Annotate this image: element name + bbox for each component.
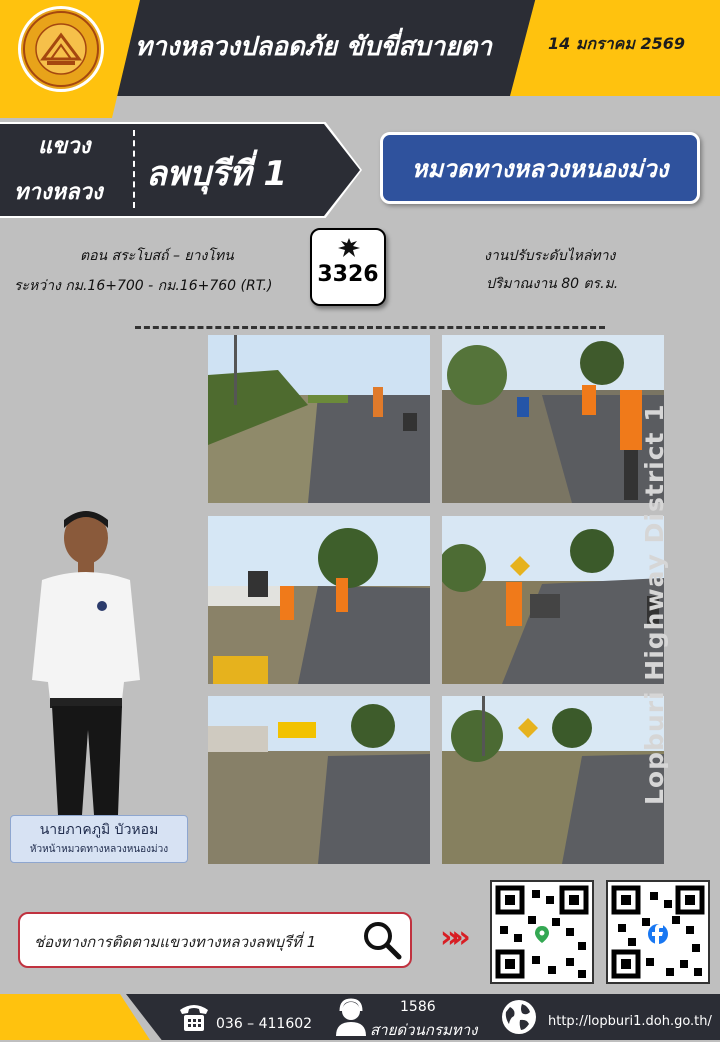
work-photo-3 — [208, 516, 430, 684]
watermark: Lopburi Highway District 1 — [640, 403, 669, 805]
officer-role: หัวหน้าหมวดทางหลวงหนองม่วง — [29, 844, 169, 855]
footer-hotline-number[interactable]: 1586 — [400, 999, 436, 1015]
section-name: ตอน สระโบสถ์ – ยางโทน — [80, 248, 234, 264]
department-logo — [18, 6, 104, 92]
officer-photo — [28, 510, 154, 815]
section-km-range: ระหว่าง กม.16+700 - กม.16+760 (RT.) — [14, 278, 273, 294]
date-label: 14 มกราคม 2569 — [548, 34, 685, 53]
globe-icon — [500, 998, 538, 1036]
work-quantity: ปริมาณงาน 80 ตร.ม. — [486, 276, 619, 292]
dashed-divider — [135, 326, 605, 329]
footer-phone[interactable]: 036 – 411602 — [216, 1016, 313, 1032]
route-number: 3326 — [317, 262, 379, 287]
work-photo-4 — [442, 516, 664, 684]
hotline-agent-icon — [334, 998, 368, 1036]
officer-name-box — [10, 815, 188, 863]
work-photo-6 — [442, 696, 664, 864]
district-label-1: แขวง — [38, 134, 91, 159]
work-photo-2 — [442, 335, 664, 503]
officer-name: นายภาคภูมิ บัวหอม — [39, 822, 159, 838]
footer-accent — [0, 994, 150, 1040]
work-photo-1 — [208, 335, 430, 503]
qr-code-map[interactable] — [490, 880, 594, 984]
footer-website-link[interactable]: http://lopburi1.doh.go.th/ — [548, 1014, 712, 1029]
follow-channels-label: ช่องทางการติดตามแขวงทางหลวงลพบุรีที่ 1 — [34, 933, 317, 951]
page-title: ทางหลวงปลอดภัย ขับขี่สบายตา — [135, 32, 492, 62]
work-type: งานปรับระดับไหล่ทาง — [484, 248, 616, 264]
phone-icon — [176, 1000, 212, 1034]
work-photo-5 — [208, 696, 430, 864]
garuda-icon — [336, 236, 362, 260]
footer-hotline-label: สายด่วนกรมทาง — [370, 1021, 478, 1039]
unit-badge: หมวดทางหลวงหนองม่วง — [380, 132, 700, 204]
route-number-sign — [310, 228, 386, 306]
qr-code-facebook[interactable] — [606, 880, 710, 984]
chevron-right-icon: »» — [440, 920, 463, 955]
district-separator — [133, 130, 135, 208]
follow-channels-box[interactable] — [18, 912, 412, 968]
search-icon — [362, 920, 402, 960]
district-label-2: ทางหลวง — [14, 180, 103, 205]
district-name: ลพบุรีที่ 1 — [146, 154, 287, 194]
